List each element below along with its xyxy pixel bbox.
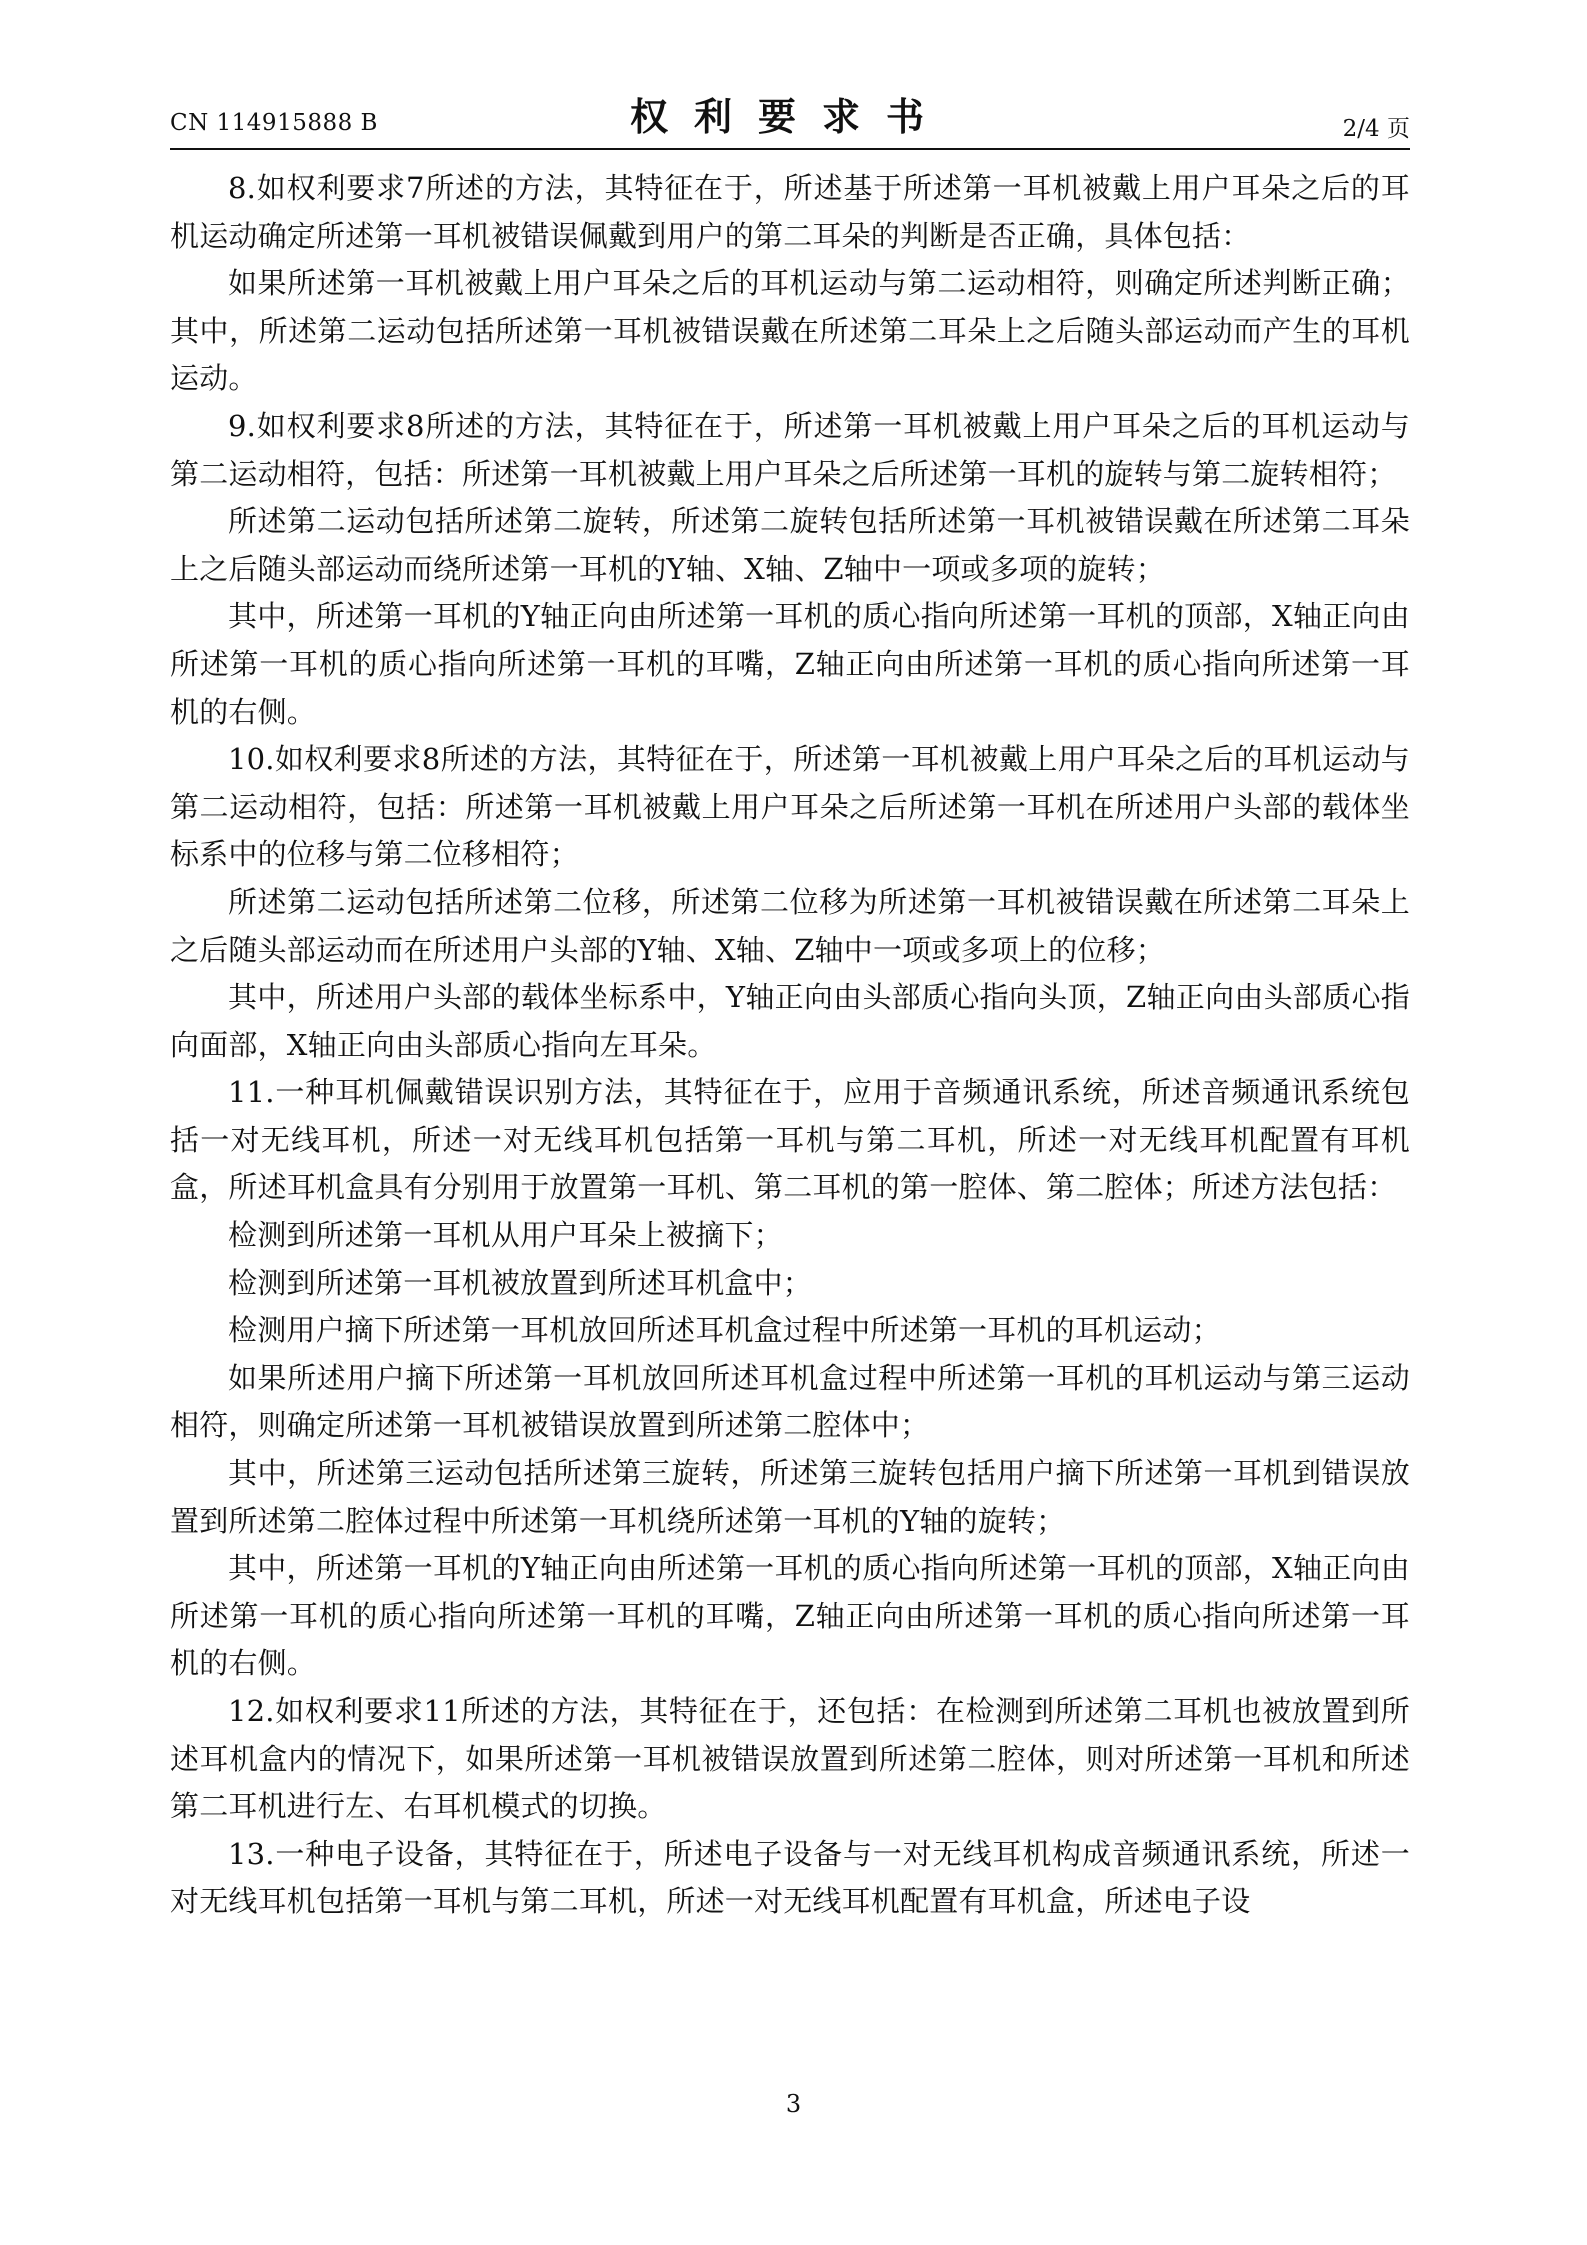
patent-number: CN 114915888 B [170, 110, 378, 136]
page-number: 3 [785, 2090, 802, 2118]
document-title: 权利要求书 [629, 94, 950, 139]
claim-paragraph: 其中，所述第三运动包括所述第三旋转，所述第三旋转包括用户摘下所述第一耳机到错误放置到所述第二腔体过程中所述第一耳机绕所述第一耳机的Y轴的旋转； [170, 1456, 1410, 1538]
claims-body [170, 165, 1410, 1926]
page-header [170, 86, 1410, 146]
claim-paragraph: 12.如权利要求11所述的方法，其特征在于，还包括：在检测到所述第二耳机也被放置到所述耳机盒内的情况下，如果所述第一耳机被错误放置到所述第二腔体，则对所述第一耳机和所述第二耳机进行左、右耳机模式的切换。 [170, 1694, 1410, 1824]
claim-paragraph: 其中，所述用户头部的载体坐标系中，Y轴正向由头部质心指向头顶，Z轴正向由头部质心指向面部，X轴正向由头部质心指向左耳朵。 [170, 980, 1410, 1062]
claim-paragraph: 检测用户摘下所述第一耳机放回所述耳机盒过程中所述第一耳机的耳机运动； [228, 1313, 1221, 1348]
page-indicator: 2/4 页 [1342, 116, 1410, 142]
claim-paragraph: 其中，所述第一耳机的Y轴正向由所述第一耳机的质心指向所述第一耳机的顶部，X轴正向由所述第一耳机的质心指向所述第一耳机的耳嘴，Z轴正向由所述第一耳机的质心指向所述第一耳机的右侧。 [170, 599, 1410, 729]
claim-paragraph: 所述第二运动包括所述第二旋转，所述第二旋转包括所述第一耳机被错误戴在所述第二耳朵上之后随头部运动而绕所述第一耳机的Y轴、X轴、Z轴中一项或多项的旋转； [170, 504, 1410, 586]
claim-paragraph: 13.一种电子设备，其特征在于，所述电子设备与一对无线耳机构成音频通讯系统，所述一对无线耳机包括第一耳机与第二耳机，所述一对无线耳机配置有耳机盒，所述电子设 [170, 1836, 1410, 1919]
claim-paragraph: 如果所述第一耳机被戴上用户耳朵之后的耳机运动与第二运动相符，则确定所述判断正确；其中，所述第二运动包括所述第一耳机被错误戴在所述第二耳朵上之后随头部运动而产生的耳机运动。 [170, 266, 1410, 396]
claim-paragraph: 如果所述用户摘下所述第一耳机放回所述耳机盒过程中所述第一耳机的耳机运动与第三运动相符，则确定所述第一耳机被错误放置到所述第二腔体中； [170, 1360, 1410, 1443]
claim-paragraph: 其中，所述第一耳机的Y轴正向由所述第一耳机的质心指向所述第一耳机的顶部，X轴正向由所述第一耳机的质心指向所述第一耳机的耳嘴，Z轴正向由所述第一耳机的质心指向所述第一耳机的右侧。 [170, 1551, 1410, 1681]
claim-paragraph: 10.如权利要求8所述的方法，其特征在于，所述第一耳机被戴上用户耳朵之后的耳机运动与第二运动相符，包括：所述第一耳机被戴上用户耳朵之后所述第一耳机在所述用户头部的载体坐标系中的位移与第二位移相符； [170, 742, 1410, 872]
claim-paragraph: 11.一种耳机佩戴错误识别方法，其特征在于，应用于音频通讯系统，所述音频通讯系统包括一对无线耳机，所述一对无线耳机包括第一耳机与第二耳机，所述一对无线耳机配置有耳机盒，所述耳机盒具有分别用于放置第一耳机、第二耳机的第一腔体、第二腔体；所述方法包括： [170, 1075, 1410, 1205]
claim-paragraph: 8.如权利要求7所述的方法，其特征在于，所述基于所述第一耳机被戴上用户耳朵之后的耳机运动确定所述第一耳机被错误佩戴到用户的第二耳朵的判断是否正确，具体包括： [170, 171, 1410, 253]
claim-paragraph: 9.如权利要求8所述的方法，其特征在于，所述第一耳机被戴上用户耳朵之后的耳机运动与第二运动相符，包括：所述第一耳机被戴上用户耳朵之后所述第一耳机的旋转与第二旋转相符； [170, 408, 1410, 491]
claim-paragraph: 所述第二运动包括所述第二位移，所述第二位移为所述第一耳机被错误戴在所述第二耳朵上之后随头部运动而在所述用户头部的Y轴、X轴、Z轴中一项或多项上的位移； [170, 884, 1410, 967]
claim-paragraph: 检测到所述第一耳机从用户耳朵上被摘下； [228, 1218, 783, 1253]
header-divider [170, 148, 1410, 150]
claim-paragraph: 检测到所述第一耳机被放置到所述耳机盒中； [228, 1265, 813, 1300]
